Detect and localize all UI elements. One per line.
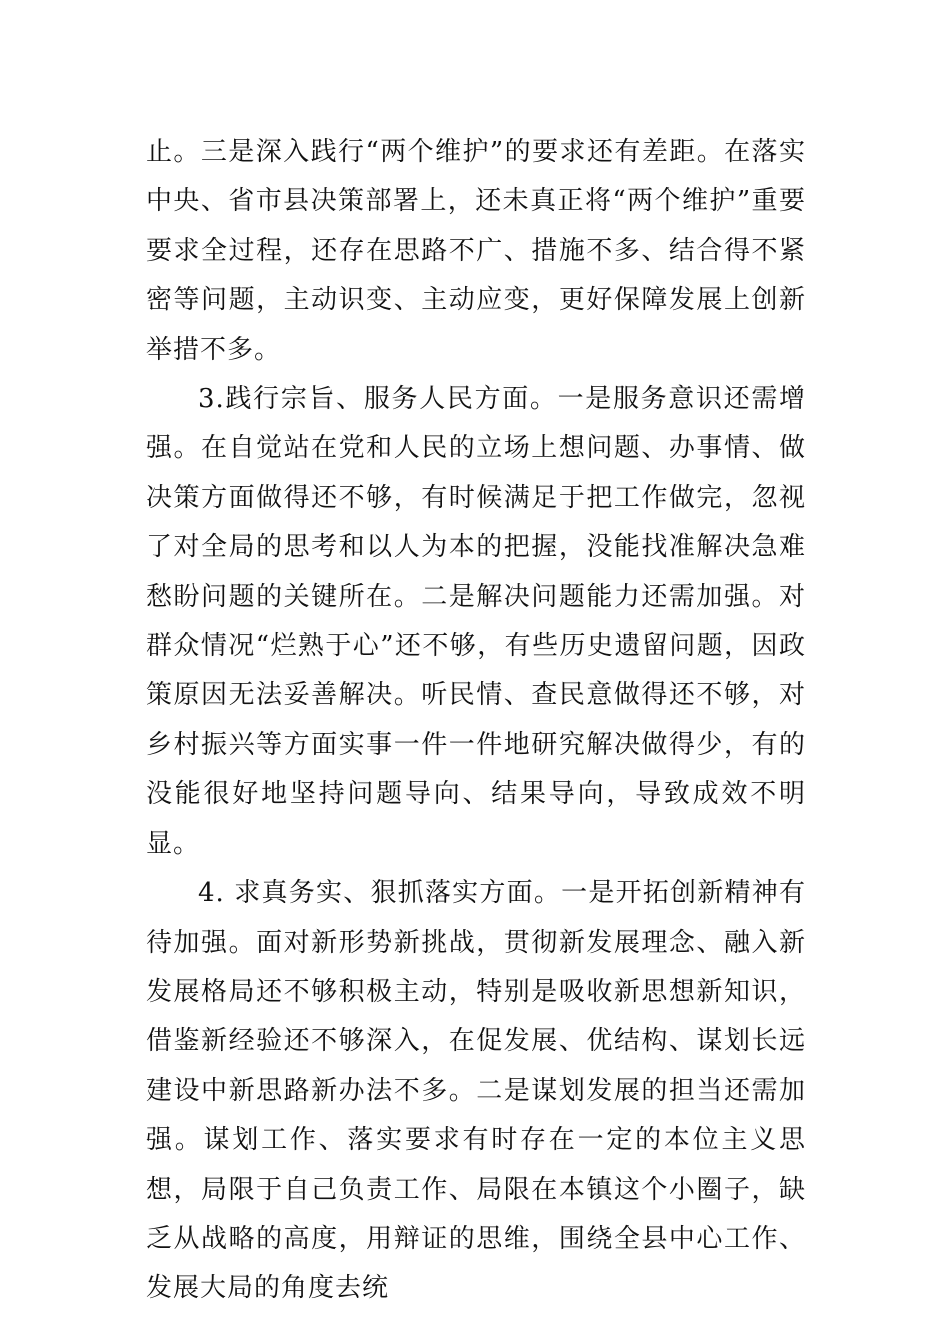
paragraph-section-4: 4. 求真务实、狠抓落实方面。一是开拓创新精神有待加强。面对新形势新挑战，贯彻新发展理念、融入新发展格局还不够积极主动，特别是吸收新思想新知识，借鉴新经验还不够深入，在促发展、优结构、谋划长远建设中新思路新办法不多。二是谋划发展的担当还需加强。谋划工作、落实要求有时存在一定的本位主义思想，局限于自己负责工作、局限在本镇这个小圈子，缺乏从战略的高度，用辩证的思维，围绕全县中心工作、发展大局的角度去统 (146, 878, 806, 1304)
paragraph-continuation: 止。三是深入践行“两个维护”的要求还有差距。在落实中央、省市县决策部署上，还未真正将“两个维护”重要要求全过程，还存在思路不广、措施不多、结合得不紧密等问题，主动识变、主动应变，更好保障发展上创新举措不多。 (146, 137, 806, 365)
paragraph-section-3: 3.践行宗旨、服务人民方面。一是服务意识还需增强。在自觉站在党和人民的立场上想问题、办事情、做决策方面做得还不够，有时候满足于把工作做完，忽视了对全局的思考和以人为本的把握，没能找准解决急难愁盼问题的关键所在。二是解决问题能力还需加强。对群众情况“烂熟于心”还不够，有些历史遗留问题，因政策原因无法妥善解决。听民情、查民意做得还不够，对乡村振兴等方面实事一件一件地研究解决做得少，有的没能很好地坚持问题导向、结果导向，导致成效不明显。 (146, 384, 806, 859)
document-body (146, 128, 806, 1314)
